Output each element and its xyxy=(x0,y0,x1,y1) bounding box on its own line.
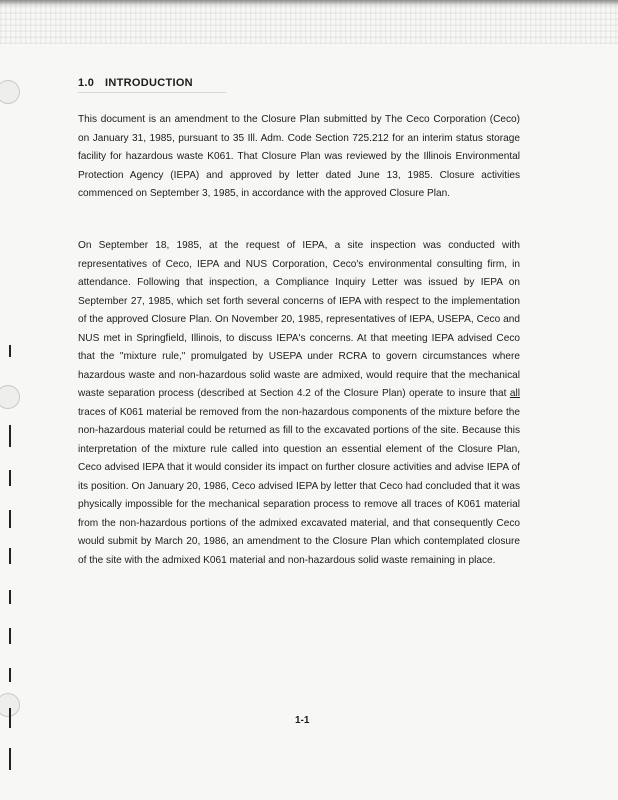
paragraph-site-inspection xyxy=(78,237,520,570)
emphasized-word: all xyxy=(509,388,520,399)
paragraph-text-after: traces of K061 material be removed from the non-hazardous components of the mixture before the non-hazardous material could be returned as fill to the excavated portions of the site. Because this interpretation of the mixture rule called into question an essential element of the Closure Plan, Ceco advised IEPA that it would consider its impact on further closure activities and advise IEPA of its position. On January 20, 1986, Ceco advised IEPA by letter that Ceco had concluded that it was physically impossible for the mechanical separation process to remove all traces of K061 material from the non-hazardous portions of the admixed excavated material, and that consequently Ceco would submit by March 20, 1986, an amendment to the Closure Plan which contemplated closure of the site with the admixed K061 material and non-hazardous solid waste remaining in place. xyxy=(78,406,520,566)
paragraph-text: This document is an amendment to the Closure Plan submitted by The Ceco Corporation (Ceco) on January 31, 1985, pursuant to 35 Ill. Adm. Code Section 725.212 for an interim status storage facility for hazardous waste K061. That Closure Plan was reviewed by the Illinois Environmental Protection Agency (IEPA) and approved by letter dated June 13, 1985. Closure activities commenced on September 3, 1985, in accordance with the approved Closure Plan. xyxy=(78,114,520,199)
punch-hole-middle xyxy=(0,385,20,409)
page-number: 1-1 xyxy=(295,715,310,726)
section-title: INTRODUCTION xyxy=(105,77,193,89)
punch-hole-top xyxy=(0,80,20,104)
binding-edge-mark xyxy=(9,425,11,447)
binding-edge-mark xyxy=(9,590,11,604)
section-heading xyxy=(78,77,193,89)
binding-edge-mark xyxy=(9,748,11,770)
binding-edge-mark xyxy=(9,548,11,564)
scan-speckle-artifact xyxy=(0,10,618,44)
binding-edge-mark xyxy=(9,510,11,528)
binding-edge-mark xyxy=(9,668,11,682)
paragraph-introduction xyxy=(78,111,520,204)
binding-edge-mark xyxy=(9,708,11,728)
binding-edge-mark xyxy=(9,345,11,357)
binding-edge-mark xyxy=(9,470,11,486)
heading-scan-line xyxy=(78,92,226,93)
binding-edge-mark xyxy=(9,628,11,644)
section-number: 1.0 xyxy=(78,77,95,89)
paragraph-text-before: On September 18, 1985, at the request of IEPA, a site inspection was conducted with representatives of Ceco, IEPA and NUS Corporation, Ceco's environmental consulting firm, in attendance. Following that inspection, a Compliance Inquiry Letter was issued by IEPA on September 27, 1985, which set forth several concerns of IEPA with respect to the implementation of the approved Closure Plan. On November 20, 1985, representatives of IEPA, USEPA, Ceco and NUS met in Springfield, Illinois, to discuss IEPA's concerns. At that meeting IEPA advised Ceco that the "mixture rule," promulgated by USEPA under RCRA to govern circumstances where hazardous waste and non-hazardous solid waste are admixed, would require that the mechanical waste separation process (described at Section 4.2 of the Closure Plan) operate to insure that xyxy=(78,240,520,399)
